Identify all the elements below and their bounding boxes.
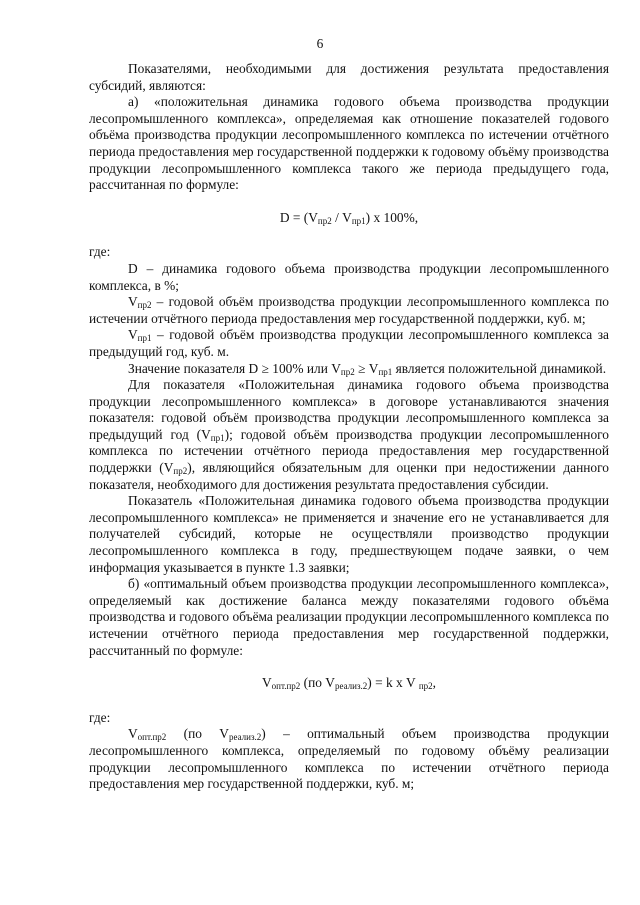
definition-vpr1: $V_{пр1}$ – годовой объём производства продукции лесопромышленного комплекса за предыдущий год, куб. м. — [89, 327, 609, 359]
indicator-values-paragraph: Для показателя «Положительная динамика годового объема производства продукции лесопромышленного комплекса» в договоре устанавливаются значения показателя: годовой объём производства продукции лесопромышленного комплекса за предыдущий год $(V_{пр1})$; годовой объём производства продукции лесопромышленного комплекса по истечении отчётного периода предоставления мер государственной поддержки $(V_{пр2})$, являющийся обязательным для оценки при недостижении данного показателя, необходимого для достижения результата предоставления субсидии. — [89, 377, 609, 492]
definition-d: D – динамика годового объема производства продукции лесопромышленного комплекса, в %; — [89, 260, 609, 293]
value-note-paragraph: Значение показателя D ≥ 100% или $V_{пр2} \ge V_{пр1}$ является положительной динамикой. — [128, 360, 607, 377]
page-number: 6 — [316, 36, 324, 51]
item-b-paragraph: б) «оптимальный объем производства продукции лесопромышленного комплекса», определяемый как достижение баланса между показателями годового объёма производства и годового объёма реализации продукции лесопромышленного комплекса по истечении отчётного периода предоставления мер государственной поддержки, рассчитанный по формуле: — [89, 576, 609, 658]
formula-optimal-volume: $V_{опт.пр2}$ (по $V_{реализ.2}) = k$ х V $_{пр2}$, — [261, 675, 437, 692]
item-a-paragraph: а) «положительная динамика годового объема производства продукции лесопромышленного комплекса», определяемая как отношение показателей годового объёма производства продукции лесопромышленного комплекса по истечении отчётного периода предоставления мер государственной поддержки к годовому объёму производства продукции лесопромышленного комплекса такого же периода предыдущего года, рассчитанная по формуле: — [89, 94, 609, 193]
where-label-2: где: — [89, 709, 111, 725]
definition-vopt: $V_{опт.пр2}$ (по $V_{реализ.2}$) – оптимальный объем производства продукции лесопромышленного комплекса, определяемый по годовому объёму реализации продукции лесопромышленного комплекса по истечении отчётного периода предоставления мер государственной поддержки, куб. м; — [89, 726, 609, 792]
where-label: где: — [89, 244, 111, 260]
intro-paragraph: Показателями, необходимыми для достижения результата предоставления субсидий, являются: — [89, 61, 609, 93]
not-applied-paragraph: Показатель «Положительная динамика годового объема производства продукции лесопромышленного комплекса» не применяется и значение его не устанавливается для получателей субсидий, которые не осуществляли производство продукции лесопромышленного комплекса в году, предшествующем подаче заявки, о чем информация указывается в пункте 1.3 заявки; — [89, 493, 609, 575]
document-body — [89, 61, 609, 793]
definition-vpr2: $V_{пр2}$ – годовой объём производства продукции лесопромышленного комплекса по истечении отчётного периода предоставления мер государственной поддержки, куб. м; — [89, 294, 609, 326]
formula-dynamics: $D = (V_{пр2} / V_{пр1})$ х 100%, — [279, 209, 419, 226]
